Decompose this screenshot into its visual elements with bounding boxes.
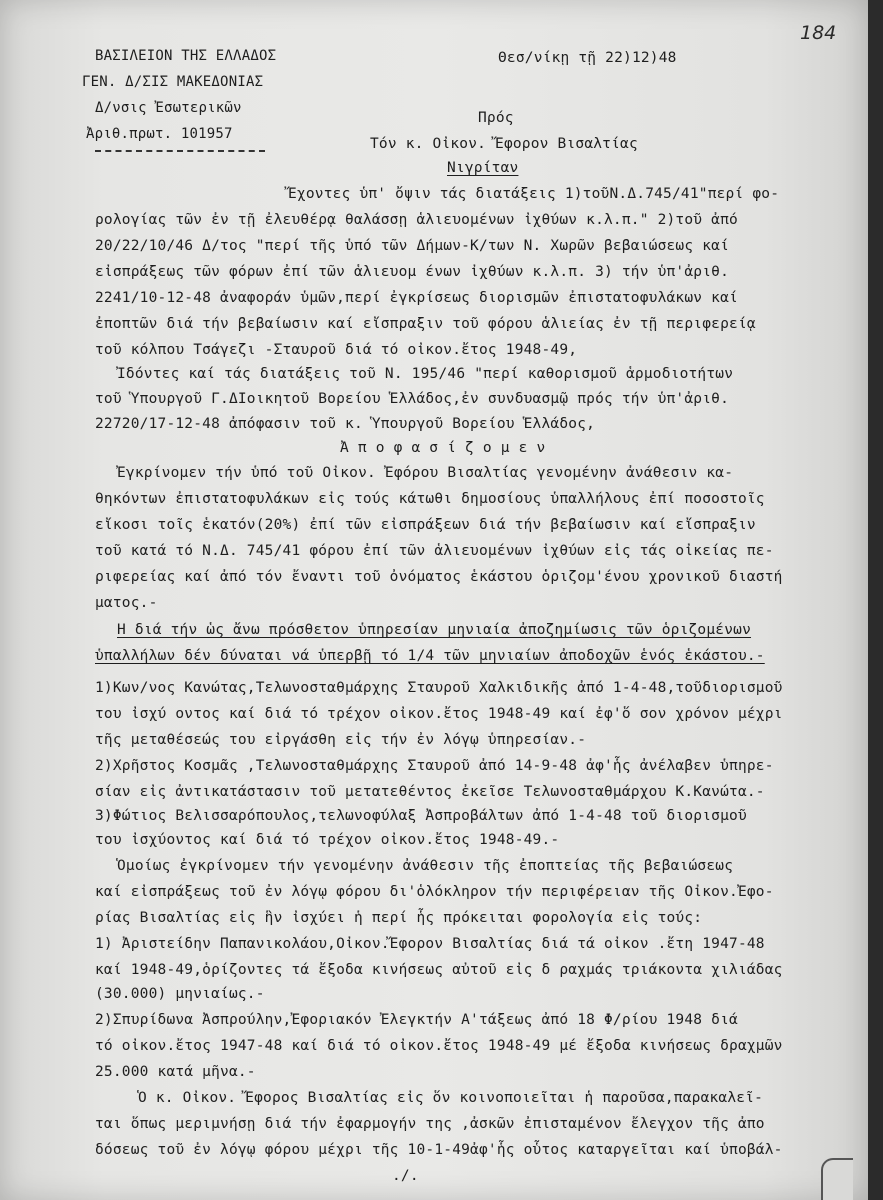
body-line: 20/22/10/46 Δ/τος "περί τῆς ὑπό τῶν Δήμων-Κ/των Ν. Χωρῶν βεβαιώσεως καί xyxy=(95,238,730,254)
recipient-name: Τόν κ. Οἰκον. Ἔφορον Βισαλτίας xyxy=(370,136,638,152)
recipient-city: Νιγρίταν xyxy=(447,160,519,176)
body-line: τῆς μεταθέσεώς του εἰργάσθη εἰς τήν ἐν λόγῳ ὑπηρεσίαν.- xyxy=(95,732,587,748)
body-line: ται ὅπως μεριμνήσῃ διά τήν ἐφαρμογήν της ,ἀσκῶν ἐπισταμένον ἔλεγχον τῆς ἀπο xyxy=(95,1116,765,1132)
body-line: ρολογίας τῶν ἐν τῇ ἐλευθέρᾳ θαλάσσῃ ἁλιευομένων ἰχθύων κ.λ.π." 2)τοῦ ἀπό xyxy=(95,212,738,228)
body-line: ματος.- xyxy=(95,595,158,611)
body-line: 1)Κων/νος Κανώτας,Τελωνοσταθμάρχης Σταυροῦ Χαλκιδικῆς ἀπό 1-4-48,τοῦδιορισμοῦ xyxy=(95,680,783,696)
body-line: του ἰσχύοντος καί διά τό τρέχον οἰκον.ἔτος 1948-49.- xyxy=(95,832,560,848)
body-line: (30.000) μηνιαίως.- xyxy=(95,986,265,1002)
body-line: 25.000 κατά μῆνα.- xyxy=(95,1064,256,1080)
header-line: ΓΕΝ. Δ/ΣΙΣ ΜΑΚΕΔΟΝΙΑΣ xyxy=(82,74,264,90)
header-line: Ἀριθ.πρωτ. 101957 xyxy=(86,126,233,142)
body-line: Ἔχοντες ὑπ' ὄψιν τάς διατάξεις 1)τοῦΝ.Δ.745/41"περί φο- xyxy=(288,186,780,202)
body-line: ἐποπτῶν διά τήν βεβαίωσιν καί εἴσπραξιν τοῦ φόρου ἁλιείας ἐν τῇ περιφερείᾳ xyxy=(95,316,756,332)
body-line: σίαν εἰς ἀντικατάστασιν τοῦ μετατεθέντος ἐκεῖσε Τελωνοσταθμάρχου Κ.Κανώτα.- xyxy=(95,784,765,800)
page-number: 184 xyxy=(800,22,837,44)
body-line: 1) Ἀριστείδην Παπανικολάου,Οἰκον.Ἔφορον Βισαλτίας διά τά οἰκον .ἔτη 1947-48 xyxy=(95,936,765,952)
body-line: του ἰσχύ οντος καί διά τό τρέχον οἰκον.ἔτος 1948-49 καί ἐφ'ὅ σον χρόνον μέχρι xyxy=(95,706,783,722)
body-line: ρίας Βισαλτίας εἰς ἣν ἰσχύει ἡ περί ἧς πρόκειται φορολογία εἰς τούς: xyxy=(95,910,703,926)
header-divider xyxy=(95,150,265,152)
body-line: καί 1948-49,ὁρίζοντες τά ἔξοδα κινήσεως αὐτοῦ εἰς δ ραχμάς τριάκοντα χιλιάδας xyxy=(95,962,783,978)
body-line: Η διά τήν ὡς ἄνω πρόσθετον ὑπηρεσίαν μηνιαία ἀποζημίωσις τῶν ὁριζομένων xyxy=(117,622,752,638)
body-line: 2)Χρῆστος Κοσμᾶς ,Τελωνοσταθμάρχης Σταυροῦ ἀπό 14-9-48 ἀφ'ἧς ἀνέλαβεν ὑπηρε- xyxy=(95,758,774,774)
body-line: ὑπαλλήλων δέν δύναται νά ὑπερβῇ τό 1/4 τῶν μηνιαίων ἀποδοχῶν ἑνός ἑκάστου.- xyxy=(95,648,765,664)
body-line: καί εἰσπράξεως τοῦ ἐν λόγῳ φόρου δι'ὁλόκληρον τήν περιφέρειαν τῆς Οἰκον.Ἐφο- xyxy=(95,884,774,900)
recipient-pros: Πρός xyxy=(478,110,514,126)
header-line: ΒΑΣΙΛΕΙΟΝ ΤΗΣ ΕΛΛΑΔΟΣ xyxy=(95,48,277,64)
body-line: 22720/17-12-48 ἀπόφασιν τοῦ κ. Ὑπουργοῦ Βορείου Ἑλλάδος, xyxy=(95,416,596,432)
header-line: Δ/νσις Ἐσωτερικῶν xyxy=(95,100,242,116)
body-line: εἰσπράξεως τῶν φόρων ἐπί τῶν ἁλιευομ ένων ἰχθύων κ.λ.π. 3) τήν ὑπ'ἀριθ. xyxy=(95,264,730,280)
body-line: Ἰδόντες καί τάς διατάξεις τοῦ Ν. 195/46 "περί καθορισμοῦ ἁρμοδιοτήτων xyxy=(117,366,734,382)
body-line: Ὁ κ. Οἰκον. Ἔφορος Βισαλτίας εἰς ὅν κοινοποιεῖται ἡ παροῦσα,παρακαλεῖ- xyxy=(138,1090,764,1106)
body-line: εἴκοσι τοῖς ἑκατόν(20%) ἐπί τῶν εἰσπράξεων διά τήν βεβαίωσιν καί εἴσπραξιν xyxy=(95,517,756,533)
body-line: δόσεως τοῦ ἐν λόγῳ φόρου μέχρι τῆς 10-1-49ἀφ'ἧς οὗτος καταργεῖται καί ὑποβάλ- xyxy=(95,1142,783,1158)
scan-edge xyxy=(868,0,883,1200)
body-line: τοῦ κατά τό Ν.Δ. 745/41 φόρου ἐπί τῶν ἁλιευομένων ἰχθύων εἰς τάς οἰκείας πε- xyxy=(95,543,774,559)
continuation-mark: ./. xyxy=(392,1168,419,1184)
body-line: Ἐγκρίνομεν τήν ὑπό τοῦ Οἰκον. Ἐφόρου Βισαλτίας γενομένην ἀνάθεσιν κα- xyxy=(117,465,734,481)
body-line: τό οἰκον.ἔτος 1947-48 καί διά τό οἰκον.ἔτος 1948-49 μέ ἔξοδα κινήσεως δραχμῶν xyxy=(95,1038,783,1054)
document-date: Θεσ/νίκῃ τῇ 22)12)48 xyxy=(498,50,677,66)
decision-heading: Ἀ π ο φ α σ ί ζ ο μ ε ν xyxy=(340,440,546,456)
body-line: ριφερείας καί ἀπό τόν ἔναντι τοῦ ὀνόματος ἑκάστου ὁριζομ'ένου χρονικοῦ διαστή xyxy=(95,569,783,585)
body-line: 2241/10-12-48 ἀναφοράν ὑμῶν,περί ἐγκρίσεως διορισμῶν ἐπιστατοφυλάκων καί xyxy=(95,290,738,306)
body-line: Ὁμοίως ἐγκρίνομεν τήν γενομένην ἀνάθεσιν τῆς ἐποπτείας τῆς βεβαιώσεως xyxy=(117,858,734,874)
body-line: 2)Σπυρίδωνα Ἀσπρούλην,Ἐφοριακόν Ἐλεγκτήν Α'τάξεως ἀπό 18 Φ/ρίου 1948 διά xyxy=(95,1012,738,1028)
body-line: τοῦ Ὑπουργοῦ Γ.ΔΙοικητοῦ Βορείου Ἑλλάδος,ἐν συνδυασμῷ πρός τήν ὑπ'ἀριθ. xyxy=(95,391,730,407)
page-curl xyxy=(821,1158,853,1200)
body-line: θηκόντων ἐπιστατοφυλάκων εἰς τούς κάτωθι δημοσίους ὑπαλλήλους ἐπί ποσοστοῖς xyxy=(95,491,765,507)
body-line: τοῦ κόλπου Τσάγεζι -Σταυροῦ διά τό οἰκον.ἔτος 1948-49, xyxy=(95,342,578,358)
body-line: 3)Φώτιος Βελισσαρόπουλος,τελωνοφύλαξ Ἀσπροβάλτων ἀπό 1-4-48 τοῦ διορισμοῦ xyxy=(95,808,747,824)
